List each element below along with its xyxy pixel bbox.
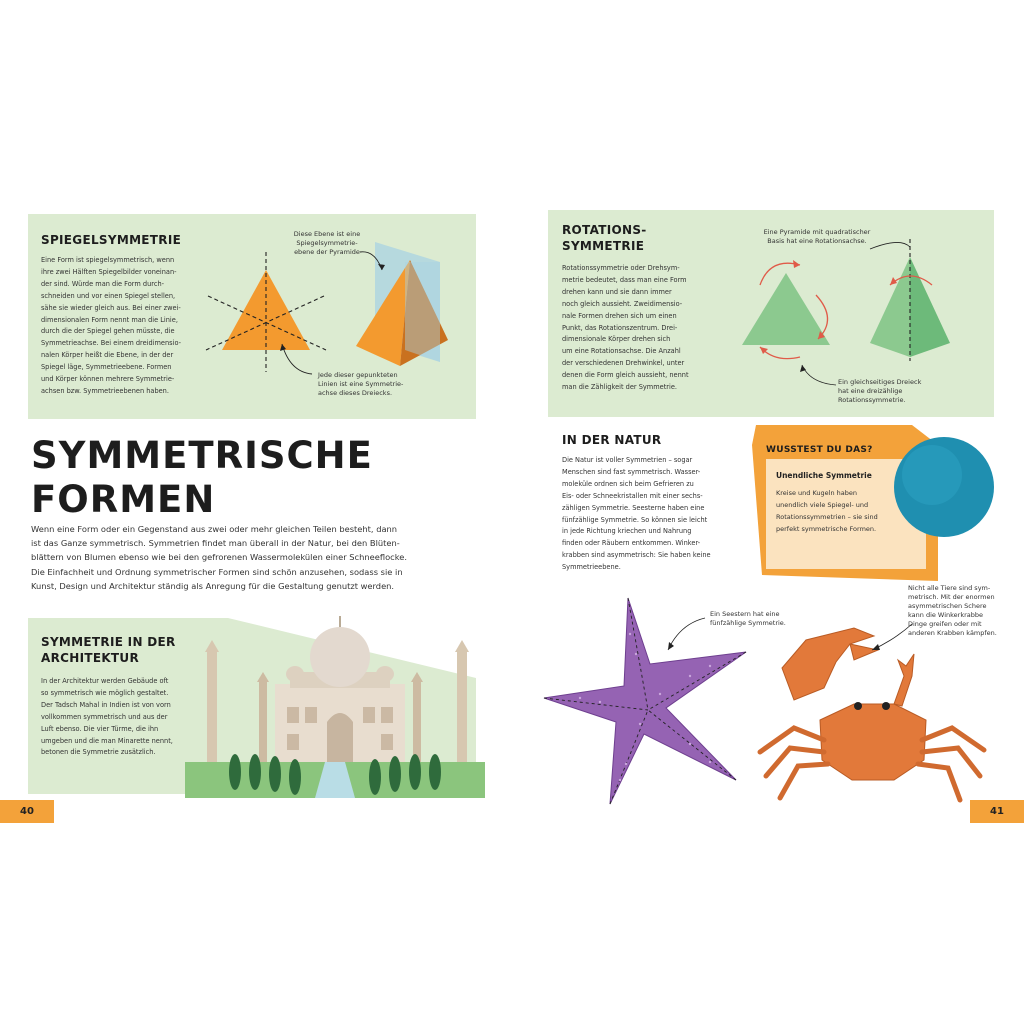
text-line: ebene der Pyramide xyxy=(294,248,360,256)
text-line: Eis- oder Schneekristallen mit einer sechs- xyxy=(562,491,703,500)
text-line: hat eine dreizählige xyxy=(838,387,903,395)
rotation-title-line-1: ROTATIONS- xyxy=(562,223,647,237)
text-line: finden oder Räubern entkommen. Winker- xyxy=(562,539,701,548)
main-title xyxy=(31,434,373,522)
text-line: zähligen Symmetrie. Seesterne haben eine xyxy=(562,503,705,512)
text-line: fünfzählige Symmetrie. xyxy=(710,619,786,627)
text-line: Rotationssymmetrie. xyxy=(838,396,906,404)
wusstest-subtitle: Unendliche Symmetrie xyxy=(776,471,872,480)
text-line: umgeben und die man Minarette nennt, xyxy=(41,736,173,745)
rotation-title-line-2: SYMMETRIE xyxy=(562,239,645,253)
text-line: asymmetrischen Schere xyxy=(908,602,987,610)
wusstest-text xyxy=(776,487,906,535)
main-title-line-2: FORMEN xyxy=(31,478,216,521)
text-line: man die Zähligkeit der Symmetrie. xyxy=(562,383,677,392)
text-line: Rotationssymmetrien – sie sind xyxy=(776,513,878,521)
text-line: nale Formen drehen sich um einen xyxy=(562,311,677,320)
text-line: anderen Krabben kämpfen. xyxy=(908,629,997,637)
crab-small-claw xyxy=(894,654,914,706)
rotationssymmetrie-text xyxy=(562,263,727,394)
text-line: Linien ist eine Symmetrie- xyxy=(318,380,404,388)
text-line: Wenn eine Form oder ein Gegenstand aus zwei oder mehr gleichen Teilen besteht, dann xyxy=(31,524,398,534)
text-line: um eine Rotationsachse. Die Anzahl xyxy=(562,347,681,356)
text-line: Die Natur ist voller Symmetrien – sogar xyxy=(562,456,693,464)
spiegelsymmetrie-text xyxy=(41,255,201,398)
text-line: metrie bedeutet, dass man eine Form xyxy=(562,275,687,284)
page-number-left: 40 xyxy=(0,800,54,823)
note-lines xyxy=(318,371,428,398)
text-line: Symmetrieachse. Bei einem dreidimensio- xyxy=(41,339,181,348)
text-line: dimensionalen Form nennt man die Linie, xyxy=(41,315,178,324)
rotationssymmetrie-title xyxy=(562,222,647,254)
text-line: Spiegelsymmetrie- xyxy=(296,239,358,247)
text-line: Luft ebenso. Die vier Türme, die ihn xyxy=(41,724,159,733)
note-crab xyxy=(908,584,1008,638)
intro-text xyxy=(31,522,476,593)
text-line: sähe sie wieder gleich aus. Bei einer zwei- xyxy=(41,303,181,312)
text-line: und Körper können mehrere Symmetrie- xyxy=(41,375,175,384)
text-line: Eine Pyramide mit quadratischer xyxy=(763,228,871,236)
main-arch xyxy=(327,713,353,762)
sphere-illustration xyxy=(892,435,996,539)
text-line: betonen die Symmetrie zusätzlich. xyxy=(41,748,156,757)
page-number-right: 41 xyxy=(970,800,1024,823)
natur-title: IN DER NATUR xyxy=(562,433,662,447)
text-line: Der Tadsch Mahal in Indien ist von vorn xyxy=(41,700,171,709)
rotation-pyramid-right xyxy=(910,257,950,357)
crab-body xyxy=(820,704,926,780)
note-pyramid xyxy=(752,228,882,246)
text-line: dimensionale Körper drehen sich xyxy=(562,335,671,344)
text-line: Kreise und Kugeln haben xyxy=(776,489,858,497)
text-line: Die Einfachheit und Ordnung symmetrischer Formen sind schön anzusehen, sodass sie in xyxy=(31,566,403,577)
text-line: Basis hat eine Rotationsachse. xyxy=(767,237,867,245)
wusstest-label: WUSSTEST DU DAS? xyxy=(766,445,873,455)
taj-mahal-illustration xyxy=(185,612,485,798)
text-line: unendlich viele Spiegel- und xyxy=(776,501,869,509)
text-line: Ein gleichseitiges Dreieck xyxy=(838,378,922,386)
text-line: In der Architektur werden Gebäude oft xyxy=(41,677,169,685)
text-line: achsen bzw. Symmetrieebenen haben. xyxy=(41,386,169,395)
text-line: durch die der Spiegel gehen müsste, die xyxy=(41,327,175,336)
text-line: Diese Ebene ist eine xyxy=(293,230,361,238)
note-triangle xyxy=(838,378,948,405)
starfish-body xyxy=(544,598,746,804)
text-line: denen die Form gleich aussieht, nennt xyxy=(562,371,689,380)
minaret-right-inner xyxy=(413,682,421,762)
text-line: ihre zwei Hälften Spiegelbilder voneinan- xyxy=(41,267,177,276)
architektur-title xyxy=(41,634,176,666)
text-line: metrisch. Mit der enormen xyxy=(908,593,995,601)
natur-text xyxy=(562,455,737,574)
spiegelsymmetrie-title: SPIEGELSYMMETRIE xyxy=(41,233,182,247)
main-dome xyxy=(310,627,370,687)
text-line: so symmetrisch wie möglich gestaltet. xyxy=(41,688,169,697)
text-line: in jede Richtung kriechen und Nahrung xyxy=(562,527,692,536)
main-title-line-1: SYMMETRISCHE xyxy=(31,434,373,477)
text-line: krabben sind asymmetrisch: Sie haben keine xyxy=(562,551,711,560)
crab-illustration xyxy=(754,620,990,810)
text-line: fünfzählige Symmetrie. So können sie leicht xyxy=(562,515,708,524)
text-line: Menschen sind fast symmetrisch. Wasser- xyxy=(562,467,701,476)
text-line: drehen kann und sie dann immer xyxy=(562,287,672,296)
crab-big-claw xyxy=(782,628,874,700)
rotation-pyramid-left xyxy=(870,257,910,357)
text-line: Kunst, Design und Architektur ständig als Anregung für die Gestaltung genutzt werden. xyxy=(31,580,395,591)
text-line: moleküle ordnen sich beim Gefrieren zu xyxy=(562,479,694,488)
text-line: der sind. Würde man die Form durch- xyxy=(41,279,164,288)
mirror-plane-front xyxy=(405,262,440,362)
text-line: Nicht alle Tiere sind sym- xyxy=(908,584,991,592)
minaret-left-inner xyxy=(259,682,267,762)
architektur-title-line-2: ARCHITEKTUR xyxy=(41,651,139,665)
text-line: ist das Ganze symmetrisch. Symmetrien findet man überall in der Natur, bei den Blüten- xyxy=(31,538,400,549)
minaret-left-outer xyxy=(207,652,217,762)
text-line: nalen Körper heißt die Ebene, in der der xyxy=(41,351,174,360)
text-line: vollkommen symmetrisch und aus der xyxy=(41,712,168,721)
note-plane xyxy=(282,230,372,257)
text-line: achse dieses Dreiecks. xyxy=(318,389,393,397)
text-line: Eine Form ist spiegelsymmetrisch, wenn xyxy=(41,256,175,264)
text-line: blättern von Blumen ebenso wie bei den gefrorenen Wassermolekülen einer Schneeflocke. xyxy=(31,552,407,563)
rotation-triangle xyxy=(742,273,830,345)
text-line: Rotationssymmetrie oder Drehsym- xyxy=(562,264,680,272)
text-line: Punkt, das Rotationszentrum. Drei- xyxy=(562,323,678,332)
text-line: noch gleich aussieht. Zweidimensio- xyxy=(562,299,683,308)
text-line: Symmetrieebene. xyxy=(562,563,621,572)
architektur-text xyxy=(41,676,201,759)
text-line: schneiden und vor einen Spiegel stellen, xyxy=(41,291,176,300)
minaret-right-outer xyxy=(457,652,467,762)
text-line: Jede dieser gepunkteten xyxy=(318,371,398,379)
text-line: kann die Winkerkrabbe xyxy=(908,611,984,619)
text-line: Dinge greifen oder mit xyxy=(908,620,982,628)
architektur-title-line-1: SYMMETRIE IN DER xyxy=(41,635,176,649)
text-line: Ein Seestern hat eine xyxy=(710,610,780,618)
text-line: Spiegel läge, Symmetrieebene. Formen xyxy=(41,363,172,372)
text-line: der verschiedenen Drehwinkel, unter xyxy=(562,359,685,368)
text-line: perfekt symmetrische Formen. xyxy=(776,525,877,533)
